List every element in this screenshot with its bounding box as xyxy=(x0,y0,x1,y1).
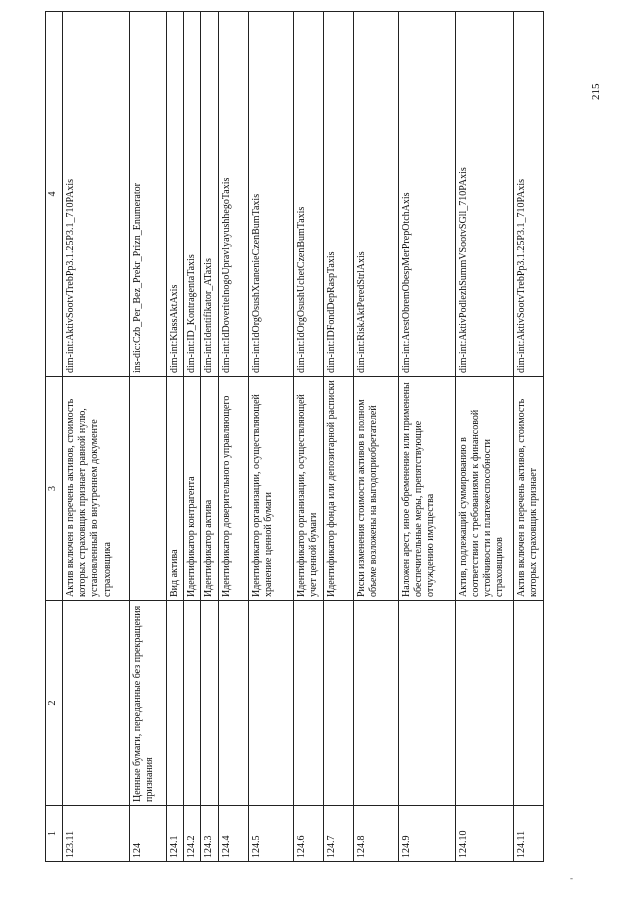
table-row xyxy=(293,12,323,862)
table-row xyxy=(184,12,201,862)
code-cell: dim-int:IdOrgOsushXranenieCzenBumTaxis xyxy=(248,12,293,377)
row-number-cell: 124 xyxy=(130,806,167,862)
data-table xyxy=(45,11,544,862)
code-cell: dim-int:ArestObremObespMerPrepOtchAxis xyxy=(398,12,455,377)
description-cell: Актив включен в перечень активов, стоимость которых страховщик признает xyxy=(513,377,543,601)
category-cell xyxy=(293,601,323,806)
table-row xyxy=(353,12,398,862)
code-cell: dim-int:KlassAktAxis xyxy=(167,12,184,377)
description-cell: Идентификатор актива xyxy=(201,377,218,601)
code-cell: dim-int:AktivPodlezhSummVSootvSGll_710PAxis xyxy=(455,12,513,377)
category-cell xyxy=(167,601,184,806)
category-cell: Ценные бумаги, переданные без прекращения признания xyxy=(130,601,167,806)
row-number-cell: 124.5 xyxy=(248,806,293,862)
row-number-cell: 124.4 xyxy=(218,806,248,862)
category-cell xyxy=(353,601,398,806)
table-row xyxy=(248,12,293,862)
rotated-page xyxy=(45,12,545,862)
table-row xyxy=(201,12,218,862)
table-row xyxy=(218,12,248,862)
row-number-cell: 123.11 xyxy=(63,806,130,862)
category-cell xyxy=(184,601,201,806)
code-cell: dim-int:Identifikator_ATaxis xyxy=(201,12,218,377)
table-row xyxy=(398,12,455,862)
description-cell: Идентификатор контрагента xyxy=(184,377,201,601)
category-cell xyxy=(323,601,353,806)
category-cell xyxy=(218,601,248,806)
row-number-cell: 124.3 xyxy=(201,806,218,862)
code-cell: dim-int:ID_KontragentaTaxis xyxy=(184,12,201,377)
column-header: 3 xyxy=(46,377,63,601)
category-cell xyxy=(248,601,293,806)
category-cell xyxy=(398,601,455,806)
table-row xyxy=(130,12,167,862)
table-row xyxy=(455,12,513,862)
code-cell: dim-int:AktivSootvTrebPp3.1.25P3.1_710PAxis xyxy=(63,12,130,377)
description-cell: Идентификатор фонда или депозитарной расписки xyxy=(323,377,353,601)
row-number-cell: 124.11 xyxy=(513,806,543,862)
page-number: 215 xyxy=(590,83,602,101)
category-cell xyxy=(201,601,218,806)
description-cell: Актив, подлежащий суммированию в соответствии с требованиями к финансовой устойчивости и платежеспособности страховщиков xyxy=(455,377,513,601)
column-header: 2 xyxy=(46,601,63,806)
footer-mark: - xyxy=(570,873,573,883)
description-cell: Наложен арест, иное обременение или применены обеспечительные меры, препятствующие отчуждению имущества xyxy=(398,377,455,601)
category-cell xyxy=(513,601,543,806)
table-header-row xyxy=(46,12,63,862)
description-cell: Идентификатор доверительного управляющего xyxy=(218,377,248,601)
description-cell: Вид актива xyxy=(167,377,184,601)
table-row xyxy=(323,12,353,862)
code-cell: ins-dic:Czb_Per_Bez_Prekr_Prizn_Enumerator xyxy=(130,12,167,377)
row-number-cell: 124.9 xyxy=(398,806,455,862)
code-cell: dim-int:IdDoveritelnogoUpravlyayushhegoTaxis xyxy=(218,12,248,377)
description-cell: Риски изменения стоимости активов в полном объеме возложены на выгодоприобретателей xyxy=(353,377,398,601)
category-cell xyxy=(63,601,130,806)
row-number-cell: 124.7 xyxy=(323,806,353,862)
column-header: 1 xyxy=(46,806,63,862)
row-number-cell: 124.8 xyxy=(353,806,398,862)
description-cell xyxy=(130,377,167,601)
description-cell: Идентификатор организации, осуществляющей хранение ценной бумаги xyxy=(248,377,293,601)
row-number-cell: 124.6 xyxy=(293,806,323,862)
row-number-cell: 124.10 xyxy=(455,806,513,862)
row-number-cell: 124.1 xyxy=(167,806,184,862)
table-row xyxy=(513,12,543,862)
table-row xyxy=(167,12,184,862)
table-row xyxy=(63,12,130,862)
description-cell: Идентификатор организации, осуществляющей учет ценной бумаги xyxy=(293,377,323,601)
code-cell: dim-int:IDFondDepRaspTaxis xyxy=(323,12,353,377)
code-cell: dim-int:IdOrgOsushUchetCzenBumTaxis xyxy=(293,12,323,377)
row-number-cell: 124.2 xyxy=(184,806,201,862)
column-header: 4 xyxy=(46,12,63,377)
category-cell xyxy=(455,601,513,806)
code-cell: dim-int:RiskAktPeredStrlAxis xyxy=(353,12,398,377)
description-cell: Актив включен в перечень активов, стоимость которых страховщик признает равной нулю, установленный во внутреннем документе страховщика xyxy=(63,377,130,601)
code-cell: dim-int:AktivSootvTrebPp3.1.25P3.1_710PAxis xyxy=(513,12,543,377)
